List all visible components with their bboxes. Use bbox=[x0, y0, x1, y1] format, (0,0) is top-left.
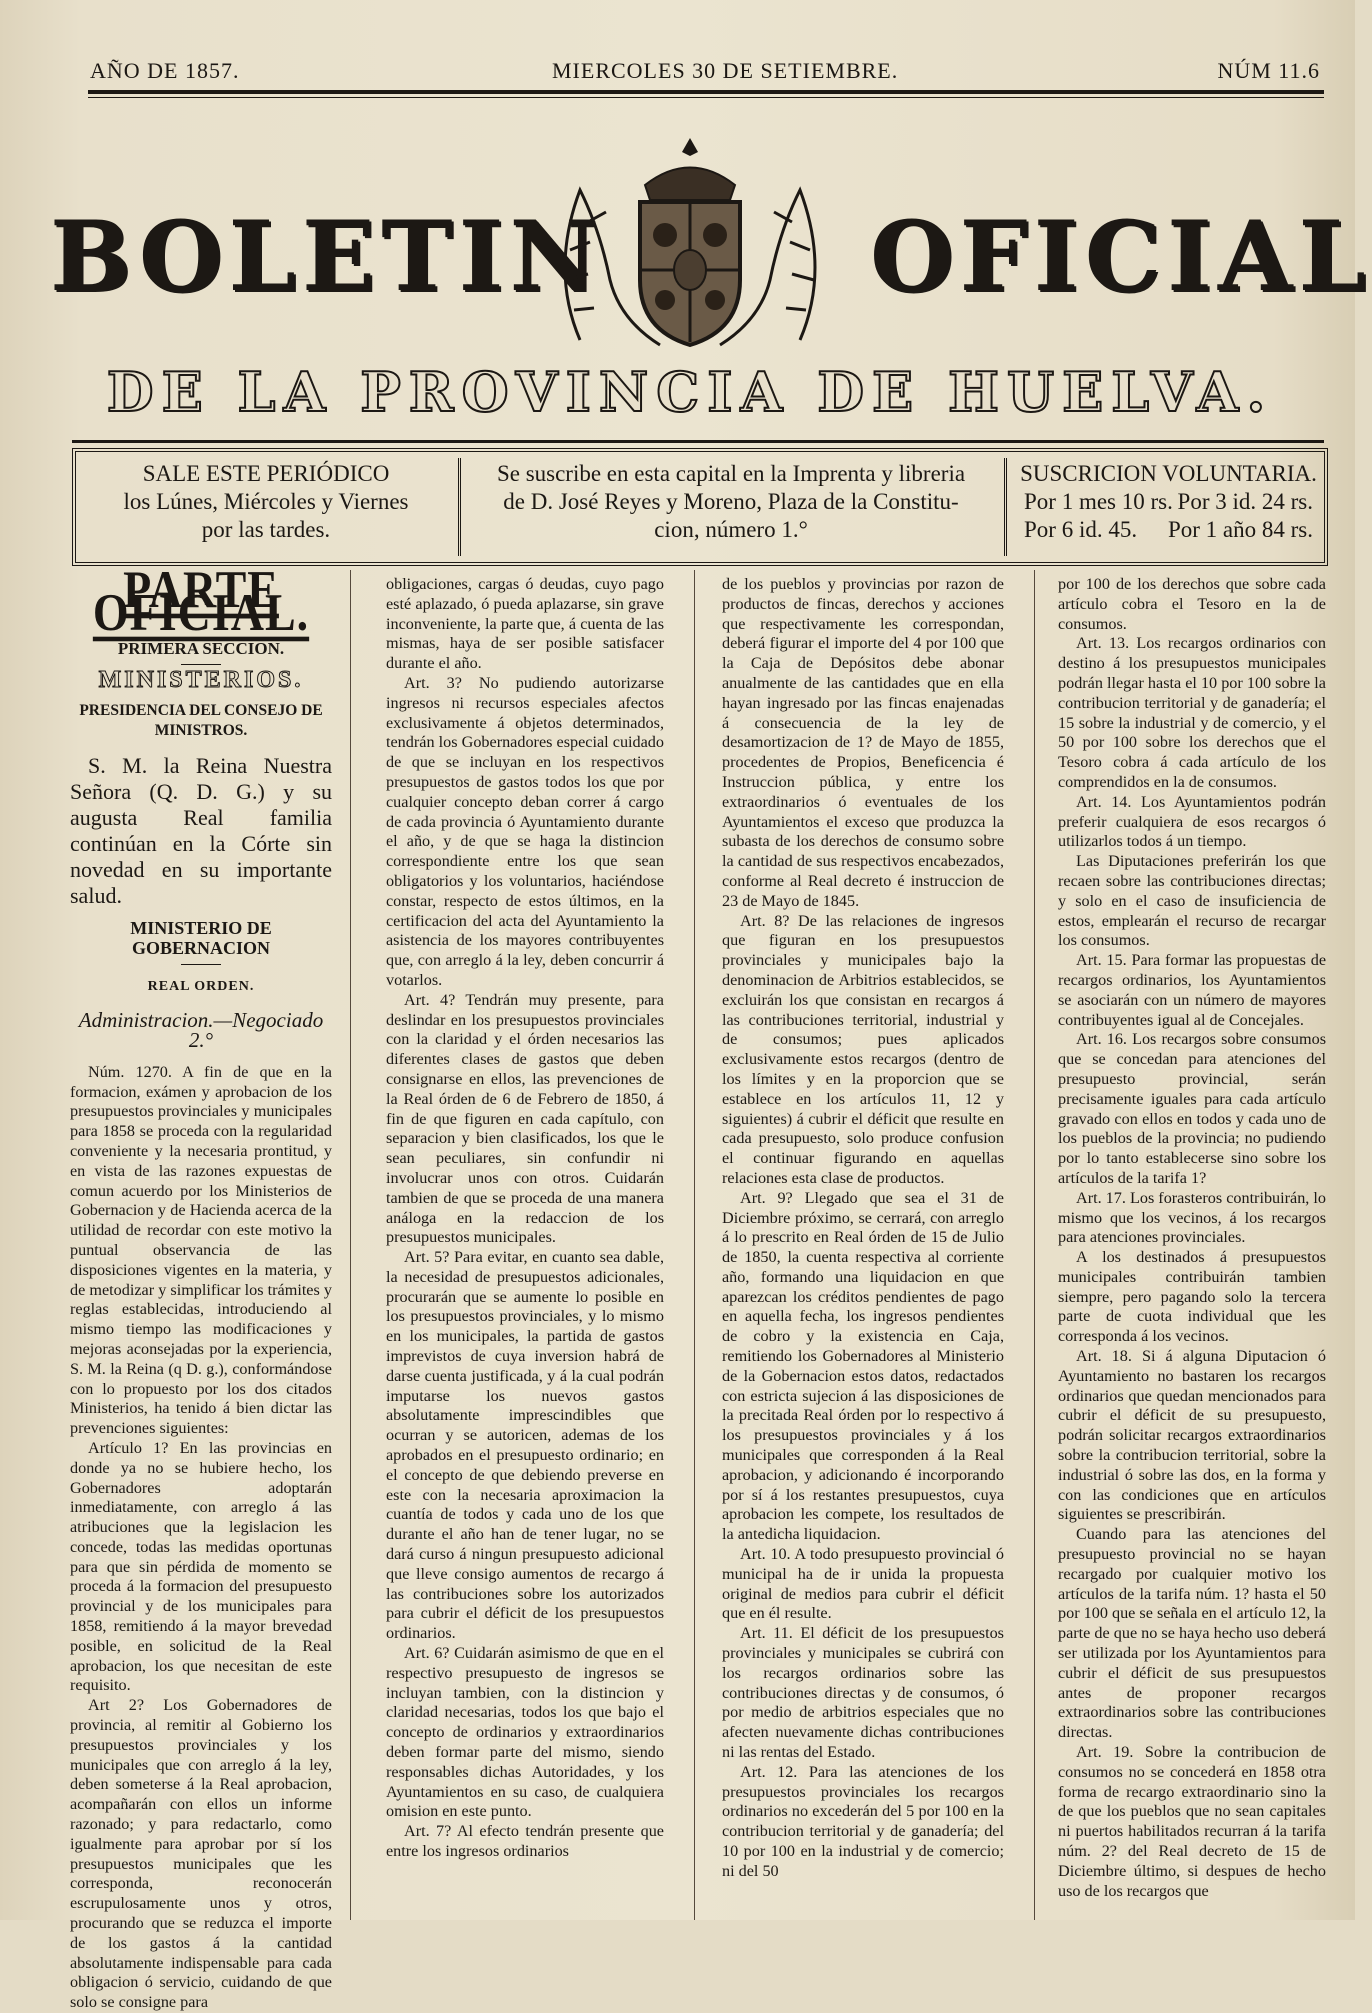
paragraph: Art. 14. Los Ayuntamientos podrán preferir cualquiera de esos recargos ó utilizarlos todos á un tiempo. bbox=[1058, 792, 1326, 851]
paragraph: Las Diputaciones preferirán los que recaen sobre las contribuciones directas; y solo en el caso de insuficiencia de estos, emplearán el recurso de recargar los consumos. bbox=[1058, 852, 1326, 950]
subscription-line-1: Se suscribe en esta capital en la Imprenta y libreria bbox=[496, 461, 966, 486]
masthead-subtitle: DE LA PROVINCIA DE HUELVA. bbox=[106, 360, 1274, 424]
paragraph: Art. 6? Cuidarán asimismo de que en el respectivo presupuesto de ingresos se incluyan tambien, con la distincion y claridad necesarias, todos los que bajo el concepto de ordinarios y extraordinarios deben formar parte del mismo, siendo responsables dichas Autoridades, y los Ayuntamientos en su caso, de cualquiera omision en este punto. bbox=[386, 1644, 664, 1821]
negociado-heading: Administracion.—Negociado 2.° bbox=[78, 1008, 324, 1052]
subscription-place bbox=[471, 460, 991, 554]
parte-oficial-heading: PARTE OFICIAL. bbox=[92, 559, 310, 642]
publication-time: por las tardes. bbox=[201, 517, 331, 542]
top-rule-thin bbox=[88, 97, 1324, 98]
paragraph: Art. 12. Para las atenciones de los presupuestos provinciales los recargos ordinarios no excederán del 5 por 100 en la contribucion territorial y de ganadería; del 10 por 100 en la industrial y de comercio; ni del 50 bbox=[722, 1762, 1004, 1880]
publication-info bbox=[76, 460, 456, 554]
paragraph: Art. 5? Para evitar, en cuanto sea dable, la necesidad de presupuestos adicionales, procurarán que se aumente lo posible en los presupuestos provinciales, y lo mismo en los municipales, la partida de gastos imprevistos de cuya inversion habrá de darse cuenta justificada, y á la cual podrán imputarse los nuevos gastos absolutamente imprescindibles que ocurran y se autoricen, ademas de los aprobados en el presupuesto ordinario; en el concepto de que debiendo preverse en este con la necesaria aproximacion la cuantía de todos y cada uno de los que durante el año han de tener lugar, no se dará curso á ningun presupuesto adicional que lleve consigo aumentos de recargo á las contribuciones sobre los autorizados para cubrir el déficit de los presupuestos ordinarios. bbox=[386, 1248, 664, 1643]
paragraph: Artículo 1? En las provincias en donde ya no se hubiere hecho, los Gobernadores adoptarán inmediatamente, con arreglo á las atribuciones que la legislacion les concede, todas las medidas oportunas para que sin pérdida de momento se proceda á la formacion del presupuesto provincial y de los municipales para 1858, remitiendo á la mayor brevedad posible, en solicitud de la Real aprobacion, los que necesitan de este requisito. bbox=[70, 1438, 332, 1695]
column-4 bbox=[1058, 575, 1326, 1920]
column-3 bbox=[722, 575, 1004, 1920]
paragraph: Núm. 1270. A fin de que en la formacion, exámen y aprobacion de los presupuestos provinciales y municipales para 1858 se proceda con la regularidad conveniente y la necesaria prontitud, y en vista de las razones expuestas de comun acuerdo por los Ministerios de Gobernacion y de Hacienda acerca de la utilidad de recordar con este motivo la puntual observancia de las disposiciones vigentes en la materia, y de metodizar y simplificar los trámites y reglas establecidas, introduciendo al mismo tiempo las modificaciones y mejoras aconsejadas por la experiencia, S. M. la Reina (q D. g.), conformándose con lo propuesto por los dos citados Ministerios, ha tenido á bien dictar las prevenciones siguientes: bbox=[70, 1062, 332, 1438]
paragraph: Cuando para las atenciones del presupuesto provincial no se hayan recargado por cualquier motivo los artículos de la tarifa núm. 1? hasta el 50 por 100 que se señala en el artículo 12, la parte de que no se haya hecho uso deberá ser utilizada por los Ayuntamientos para cubrir el déficit de sus presupuestos antes de proponer recargos extraordinarios sobre las contribuciones directas. bbox=[1058, 1525, 1326, 1742]
ministerio-heading: MINISTERIO DE GOBERNACION bbox=[130, 917, 272, 958]
price-3-months: Por 3 id. 24 rs. bbox=[1177, 489, 1313, 514]
masthead-title-left: BOLETIN bbox=[50, 200, 604, 313]
ministerios-heading: MINISTERIOS. bbox=[98, 667, 304, 694]
paragraph: Art. 11. El déficit de los presupuestos provinciales y municipales se cubrirá con los recargos ordinarios sobre las contribuciones directas y de consumos, ó por medio de arbitrios especiales que no afecten nuevamente dichas contribuciones ni las rentas del Estado. bbox=[722, 1624, 1004, 1762]
paragraph: Art. 10. A todo presupuesto provincial ó municipal ha de ir unida la propuesta original de medios para cubrir el déficit que en él resulte. bbox=[722, 1545, 1004, 1623]
column-rule bbox=[694, 570, 695, 1920]
divider bbox=[181, 664, 221, 665]
paragraph: Art. 17. Los forasteros contribuirán, lo mismo que los vecinos, á los recargos para atenciones provinciales. bbox=[1058, 1188, 1326, 1247]
real-orden-heading: REAL ORDEN. bbox=[147, 979, 255, 995]
section-heading: PRIMERA SECCION. bbox=[117, 638, 285, 658]
paragraph: Art. 16. Los recargos sobre consumos que se concedan para atenciones del presupuesto provincial, serán precisamente iguales para cada artículo gravado con ellos en todos y cada uno de los pueblos de la provincia; no pudiendo por lo tanto establecerse sino sobre los artículos de la tarifa 1? bbox=[1058, 1030, 1326, 1187]
column-rule bbox=[1034, 570, 1035, 1920]
paragraph: por 100 de los derechos que sobre cada artículo cobra el Tesoro en la de consumos. bbox=[1058, 575, 1326, 633]
paragraph: Art. 15. Para formar las propuestas de recargos ordinarios, los Ayuntamientos se asociarán con un número de mayores contribuyentes igual al de Concejales. bbox=[1058, 951, 1326, 1029]
paragraph: obligaciones, cargas ó deudas, cuyo pago esté aplazado, ó pueda aplazarse, sin grave inconveniente, la parte que, á cuenta de las mismas, haya de ser posible satisfacer durante el año. bbox=[386, 575, 664, 673]
paragraph: Art. 18. Si á alguna Diputacion ó Ayuntamiento no bastaren los recargos ordinarios que quedan mencionados para cubrir el déficit de su presupuesto, podrán solicitar recargos extraordinarios sobre la contribucion territorial, sobre la industrial ó sobre las dos, en la forma y con las condiciones que en artículos siguientes se prescribirán. bbox=[1058, 1347, 1326, 1524]
info-divider bbox=[1004, 458, 1007, 556]
divider bbox=[181, 964, 221, 965]
prices-title: SUSCRICION VOLUNTARIA. bbox=[1020, 461, 1317, 486]
presidencia-heading: PRESIDENCIA DEL CONSEJO DE MINISTROS. bbox=[79, 702, 323, 739]
subscription-line-3: cion, número 1.° bbox=[654, 517, 808, 542]
year: AÑO DE 1857. bbox=[90, 58, 240, 83]
column-rule bbox=[350, 570, 351, 1920]
column-1 bbox=[70, 559, 332, 2012]
price-1-month: Por 1 mes 10 rs. bbox=[1024, 489, 1173, 514]
royal-announcement: S. M. la Reina Nuestra Señora (Q. D. G.) y su augusta Real familia continúan en la Córte sin novedad en su importante salud. bbox=[70, 752, 332, 908]
coat-of-arms-icon bbox=[540, 130, 840, 360]
dateline bbox=[90, 58, 1320, 88]
price-6-months: Por 6 id. 45. bbox=[1024, 517, 1138, 542]
publication-days: los Lúnes, Miércoles y Viernes bbox=[123, 489, 409, 514]
issue-date: MIERCOLES 30 DE SETIEMBRE. bbox=[552, 58, 899, 83]
info-box bbox=[72, 448, 1328, 566]
column-2 bbox=[386, 575, 664, 1920]
paragraph: Art. 13. Los recargos ordinarios con destino á los presupuestos municipales podrán llegar hasta el 10 por 100 sobre la contribucion territorial y de ganadería; el 15 sobre la industrial y de comercio, y el 50 por 100 sobre los derechos que el Tesoro cobra á cada artículo de los comprendidos en la de consumos. bbox=[1058, 634, 1326, 791]
paragraph: Art. 3? No pudiendo autorizarse ingresos ni recursos especiales afectos exclusivamente á objetos determinados, tendrán los Gobernadores especial cuidado de que se incluyan en los respectivos presupuestos de gastos todos los que por cualquier concepto deban correr á cargo de cada provincia ó Ayuntamiento durante el año, y de que se haga la distincion correspondiente entre los que sean obligatorios y los voluntarios, haciéndose constar, respecto de estos últimos, en la certificacion del acta del Ayuntamiento la asistencia de los mayores contribuyentes que, con arreglo á la ley, deben concurrir á votarlos. bbox=[386, 673, 664, 989]
paragraph: A los destinados á presupuestos municipales contribuirán tambien siempre, pero pagando solo la tercera parte de cuota individual que les corresponda á los vecinos. bbox=[1058, 1248, 1326, 1346]
publication-heading: SALE ESTE PERIÓDICO bbox=[142, 461, 390, 486]
info-divider bbox=[458, 458, 461, 556]
paragraph: Art. 19. Sobre la contribucion de consumos no se concederá en 1858 otra forma de recargo extraordinario sino la de que los pueblos que no sean capitales ni puertos habilitados recurran á la tarifa núm. 2? del Real decreto de 15 de Diciembre último, si despues de hecho uso de los recargos que bbox=[1058, 1743, 1326, 1900]
subscription-line-2: de D. José Reyes y Moreno, Plaza de la Constitu- bbox=[503, 489, 959, 514]
paragraph: Art. 7? Al efecto tendrán presente que entre los ingresos ordinarios bbox=[386, 1822, 664, 1860]
price-1-year: Por 1 año 84 rs. bbox=[1167, 517, 1313, 542]
masthead bbox=[40, 130, 1372, 424]
masthead-title-right: OFICIAL bbox=[870, 200, 1372, 313]
top-rule bbox=[88, 90, 1324, 94]
mast-rule bbox=[72, 440, 1324, 443]
paragraph: Art. 8? De las relaciones de ingresos que figuran en los presupuestos provinciales y municipales bajo la denominacion de Arbitrios establecidos, se excluirán los que consistan en recargos á las contribuciones territorial, industrial y de consumos; pues aplicados exclusivamente estos recargos (dentro de los límites y en la proporcion que se establece en los artículos 11, 12 y siguientes) á cubrir el déficit que resulte en cada presupuesto, solo produce confusion el continuar figurando en aquellas relaciones esta clase de productos. bbox=[722, 911, 1004, 1187]
paragraph: de los pueblos y provincias por razon de productos de fincas, derechos y acciones que respectivamente les correspondan, deberá figurar el importe del 4 por 100 que la Caja de Depósitos debe abonar anualmente de las cantidades que en ella hayan ingresado por las fincas enajenadas á consecuencia de la ley de desamortizacion de 1? de Mayo de 1855, procedentes de Propios, Beneficencia é Instruccion pública, y entre los extraordinarios ó eventuales de los Ayuntamientos el exceso que produzca la subasta de los derechos de consumo sobre la cantidad de sus respectivos encabezados, conforme al Real decreto é instruccion de 23 de Mayo de 1845. bbox=[722, 575, 1004, 910]
paragraph: Art 2? Los Gobernadores de provincia, al remitir al Gobierno los presupuestos provinciales y los municipales que con arreglo á la ley, deben someterse á la Real aprobacion, acompañarán con ellos un informe razonado; y para redactarlo, como igualmente para aprobar por sí los presupuestos municipales que les corresponda, reconocerán escrupulosamente unos y otros, procurando que se reduzca el importe de los gastos á la cantidad absolutamente indispensable para cada obligacion ó servicio, cuidando de que solo se consigne para bbox=[70, 1696, 332, 2012]
paragraph: Art. 4? Tendrán muy presente, para deslindar en los presupuestos provinciales con la claridad y el órden necesarios las diferentes clases de gastos que deben consignarse en ellos, las prevenciones de la Real órden de 6 de Febrero de 1850, á fin de que figuren en cada capítulo, con separacion y bien clasificados, los que le sean peculiares, sin confundir ni involucrar unos con otros. Cuidarán tambien de que se proceda de una manera análoga en la redaccion de los presupuestos municipales. bbox=[386, 990, 664, 1247]
issue-number: NÚM 11.6 bbox=[1217, 58, 1320, 83]
paragraph: Art. 9? Llegado que sea el 31 de Diciembre próximo, se cerrará, con arreglo á lo prescrito en Real órden de 15 de Julio de 1850, la cuenta respectiva al corriente año, formando una liquidacion en que aparezcan los créditos pendientes de pago en aquella fecha, los ingresos pendientes de cobro y la existencia en Caja, remitiendo los Gobernadores al Ministerio de la Gobernacion estos datos, redactados con estricta sujecion á las disposiciones de la precitada Real órden por lo respectivo á los presupuestos provinciales y á los municipales que corresponden á la Real aprobacion, y adicionando é incorporando por sí á los restantes presupuestos, cuya aprobacion les compete, los resultados de la antedicha liquidacion. bbox=[722, 1188, 1004, 1544]
subscription-prices bbox=[1016, 460, 1321, 554]
